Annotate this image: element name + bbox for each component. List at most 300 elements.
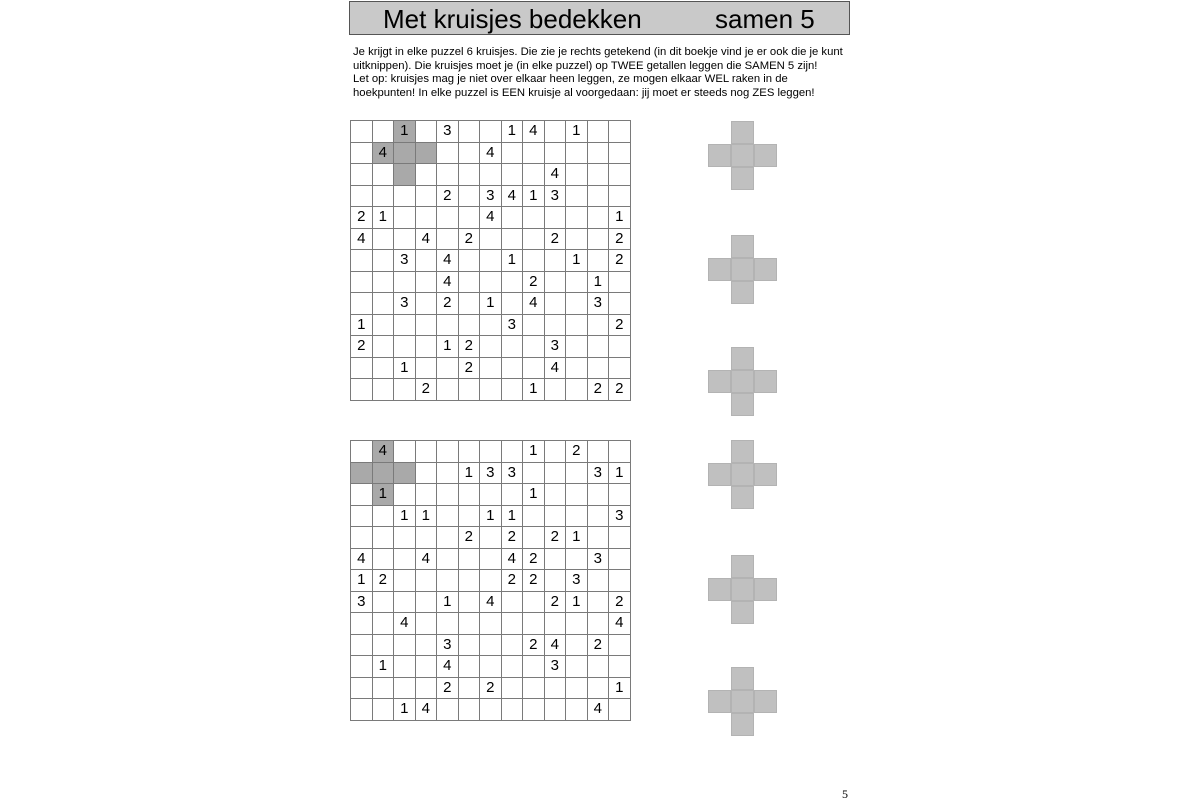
grid-cell[interactable]: 2 xyxy=(437,293,459,315)
grid-cell[interactable] xyxy=(437,357,459,379)
grid-cell[interactable] xyxy=(587,656,609,678)
grid-cell[interactable] xyxy=(501,441,523,463)
grid-cell[interactable] xyxy=(544,613,566,635)
grid-cell[interactable] xyxy=(587,207,609,229)
grid-cell[interactable] xyxy=(523,527,545,549)
grid-cell[interactable]: 1 xyxy=(523,185,545,207)
grid-cell[interactable]: 1 xyxy=(351,314,373,336)
grid-cell[interactable] xyxy=(501,379,523,401)
grid-cell[interactable] xyxy=(609,142,631,164)
grid-cell[interactable] xyxy=(587,336,609,358)
grid-cell[interactable] xyxy=(480,699,502,721)
grid-cell[interactable] xyxy=(566,548,588,570)
grid-cell[interactable]: 4 xyxy=(480,142,502,164)
grid-cell[interactable]: 3 xyxy=(480,462,502,484)
grid-cell[interactable] xyxy=(501,271,523,293)
grid-cell[interactable] xyxy=(480,271,502,293)
grid-cell[interactable]: 1 xyxy=(394,505,416,527)
grid-cell[interactable] xyxy=(351,441,373,463)
grid-cell[interactable] xyxy=(351,505,373,527)
grid-cell[interactable]: 3 xyxy=(501,462,523,484)
grid-cell[interactable]: 3 xyxy=(566,570,588,592)
grid-cell[interactable]: 2 xyxy=(458,228,480,250)
grid-cell[interactable] xyxy=(501,357,523,379)
grid-cell[interactable] xyxy=(523,591,545,613)
grid-cell[interactable] xyxy=(566,185,588,207)
grid-cell[interactable]: 3 xyxy=(587,548,609,570)
grid-cell[interactable] xyxy=(609,548,631,570)
grid-cell[interactable] xyxy=(609,634,631,656)
grid-cell[interactable]: 3 xyxy=(609,505,631,527)
grid-cell[interactable]: 3 xyxy=(544,185,566,207)
grid-cell[interactable] xyxy=(458,250,480,272)
grid-cell[interactable]: 1 xyxy=(566,121,588,143)
grid-cell[interactable] xyxy=(372,185,394,207)
grid-cell[interactable]: 1 xyxy=(566,591,588,613)
grid-cell[interactable]: 4 xyxy=(415,699,437,721)
grid-cell[interactable] xyxy=(523,142,545,164)
grid-cell[interactable]: 3 xyxy=(394,250,416,272)
grid-cell[interactable] xyxy=(609,336,631,358)
grid-cell[interactable] xyxy=(587,677,609,699)
grid-cell[interactable] xyxy=(501,656,523,678)
grid-cell[interactable]: 1 xyxy=(523,441,545,463)
grid-cell[interactable] xyxy=(394,379,416,401)
grid-cell[interactable] xyxy=(394,207,416,229)
grid-cell[interactable] xyxy=(458,121,480,143)
grid-cell[interactable] xyxy=(458,548,480,570)
grid-cell[interactable]: 1 xyxy=(372,656,394,678)
grid-cell[interactable] xyxy=(372,121,394,143)
grid-cell[interactable] xyxy=(415,462,437,484)
grid-cell[interactable] xyxy=(415,441,437,463)
grid-cell[interactable] xyxy=(587,250,609,272)
cross-piece[interactable] xyxy=(708,235,777,304)
grid-cell[interactable]: 1 xyxy=(394,699,416,721)
grid-cell[interactable]: 1 xyxy=(501,250,523,272)
grid-cell[interactable] xyxy=(372,462,394,484)
grid-cell[interactable] xyxy=(437,548,459,570)
grid-cell[interactable]: 1 xyxy=(501,505,523,527)
grid-cell[interactable] xyxy=(351,357,373,379)
grid-cell[interactable] xyxy=(501,228,523,250)
grid-cell[interactable] xyxy=(437,207,459,229)
grid-cell[interactable] xyxy=(609,293,631,315)
grid-cell[interactable] xyxy=(415,656,437,678)
grid-cell[interactable] xyxy=(501,677,523,699)
grid-cell[interactable] xyxy=(544,293,566,315)
grid-cell[interactable] xyxy=(394,462,416,484)
grid-cell[interactable]: 2 xyxy=(437,185,459,207)
grid-cell[interactable] xyxy=(566,336,588,358)
grid-cell[interactable] xyxy=(458,656,480,678)
grid-cell[interactable] xyxy=(587,228,609,250)
grid-cell[interactable] xyxy=(609,357,631,379)
grid-cell[interactable] xyxy=(415,634,437,656)
grid-cell[interactable] xyxy=(609,185,631,207)
grid-cell[interactable] xyxy=(544,314,566,336)
grid-cell[interactable]: 2 xyxy=(458,527,480,549)
grid-cell[interactable]: 4 xyxy=(415,548,437,570)
grid-cell[interactable] xyxy=(523,228,545,250)
grid-cell[interactable]: 1 xyxy=(372,207,394,229)
grid-cell[interactable]: 2 xyxy=(501,570,523,592)
grid-cell[interactable]: 2 xyxy=(501,527,523,549)
grid-cell[interactable]: 3 xyxy=(351,591,373,613)
grid-cell[interactable]: 2 xyxy=(609,314,631,336)
grid-cell[interactable] xyxy=(351,527,373,549)
grid-cell[interactable] xyxy=(480,527,502,549)
grid-cell[interactable]: 1 xyxy=(437,591,459,613)
grid-cell[interactable]: 2 xyxy=(566,441,588,463)
grid-cell[interactable] xyxy=(609,271,631,293)
grid-cell[interactable] xyxy=(587,441,609,463)
grid-cell[interactable] xyxy=(480,613,502,635)
grid-cell[interactable] xyxy=(587,484,609,506)
grid-cell[interactable] xyxy=(544,677,566,699)
grid-cell[interactable]: 1 xyxy=(458,462,480,484)
grid-cell[interactable] xyxy=(372,357,394,379)
grid-cell[interactable] xyxy=(415,613,437,635)
grid-cell[interactable] xyxy=(458,164,480,186)
grid-cell[interactable] xyxy=(480,250,502,272)
grid-cell[interactable] xyxy=(394,548,416,570)
grid-cell[interactable] xyxy=(351,484,373,506)
grid-cell[interactable] xyxy=(587,527,609,549)
grid-cell[interactable] xyxy=(458,505,480,527)
grid-cell[interactable] xyxy=(415,121,437,143)
grid-cell[interactable]: 1 xyxy=(372,484,394,506)
grid-cell[interactable] xyxy=(566,207,588,229)
grid-cell[interactable] xyxy=(609,484,631,506)
grid-cell[interactable]: 4 xyxy=(544,164,566,186)
grid-cell[interactable] xyxy=(437,441,459,463)
grid-cell[interactable] xyxy=(523,613,545,635)
grid-cell[interactable]: 4 xyxy=(437,250,459,272)
grid-cell[interactable] xyxy=(458,142,480,164)
grid-cell[interactable] xyxy=(480,121,502,143)
grid-cell[interactable]: 3 xyxy=(501,314,523,336)
cross-piece[interactable] xyxy=(708,667,777,736)
grid-cell[interactable] xyxy=(394,527,416,549)
grid-cell[interactable] xyxy=(566,484,588,506)
grid-cell[interactable] xyxy=(480,570,502,592)
grid-cell[interactable] xyxy=(544,121,566,143)
grid-cell[interactable]: 2 xyxy=(523,634,545,656)
grid-cell[interactable] xyxy=(458,484,480,506)
grid-cell[interactable] xyxy=(566,271,588,293)
grid-cell[interactable] xyxy=(458,441,480,463)
grid-cell[interactable] xyxy=(587,570,609,592)
grid-cell[interactable] xyxy=(351,250,373,272)
grid-cell[interactable] xyxy=(415,677,437,699)
grid-cell[interactable]: 3 xyxy=(480,185,502,207)
grid-cell[interactable]: 1 xyxy=(501,121,523,143)
grid-cell[interactable]: 2 xyxy=(609,250,631,272)
grid-cell[interactable] xyxy=(501,293,523,315)
grid-cell[interactable] xyxy=(394,591,416,613)
grid-cell[interactable] xyxy=(351,293,373,315)
grid-cell[interactable]: 2 xyxy=(523,271,545,293)
grid-cell[interactable] xyxy=(523,677,545,699)
grid-cell[interactable] xyxy=(351,656,373,678)
grid-cell[interactable] xyxy=(544,462,566,484)
grid-cell[interactable] xyxy=(480,357,502,379)
grid-cell[interactable] xyxy=(544,207,566,229)
grid-cell[interactable] xyxy=(566,142,588,164)
grid-cell[interactable] xyxy=(458,293,480,315)
grid-cell[interactable]: 4 xyxy=(587,699,609,721)
grid-cell[interactable] xyxy=(394,570,416,592)
grid-cell[interactable] xyxy=(501,164,523,186)
grid-cell[interactable] xyxy=(372,164,394,186)
grid-cell[interactable] xyxy=(437,462,459,484)
grid-cell[interactable]: 2 xyxy=(609,379,631,401)
grid-cell[interactable] xyxy=(523,656,545,678)
grid-cell[interactable] xyxy=(566,314,588,336)
grid-cell[interactable] xyxy=(415,185,437,207)
grid-cell[interactable]: 1 xyxy=(609,677,631,699)
grid-cell[interactable] xyxy=(587,185,609,207)
grid-cell[interactable] xyxy=(566,293,588,315)
grid-cell[interactable]: 2 xyxy=(609,591,631,613)
grid-cell[interactable]: 2 xyxy=(523,548,545,570)
grid-cell[interactable] xyxy=(372,336,394,358)
grid-cell[interactable]: 3 xyxy=(544,656,566,678)
grid-cell[interactable] xyxy=(480,656,502,678)
grid-cell[interactable] xyxy=(394,484,416,506)
grid-cell[interactable] xyxy=(458,314,480,336)
grid-cell[interactable] xyxy=(480,379,502,401)
grid-cell[interactable] xyxy=(501,484,523,506)
grid-cell[interactable] xyxy=(415,271,437,293)
grid-cell[interactable] xyxy=(544,142,566,164)
grid-cell[interactable] xyxy=(587,314,609,336)
grid-cell[interactable] xyxy=(609,527,631,549)
grid-cell[interactable]: 4 xyxy=(372,142,394,164)
grid-cell[interactable] xyxy=(458,570,480,592)
grid-cell[interactable] xyxy=(544,548,566,570)
cross-piece[interactable] xyxy=(708,440,777,509)
grid-cell[interactable] xyxy=(415,591,437,613)
grid-cell[interactable] xyxy=(415,142,437,164)
grid-cell[interactable]: 1 xyxy=(437,336,459,358)
grid-cell[interactable]: 3 xyxy=(587,462,609,484)
grid-cell[interactable]: 1 xyxy=(609,207,631,229)
grid-cell[interactable] xyxy=(480,228,502,250)
grid-cell[interactable]: 1 xyxy=(394,121,416,143)
grid-cell[interactable]: 4 xyxy=(501,548,523,570)
grid-cell[interactable]: 4 xyxy=(609,613,631,635)
grid-cell[interactable] xyxy=(609,121,631,143)
grid-cell[interactable]: 3 xyxy=(437,634,459,656)
grid-cell[interactable] xyxy=(351,634,373,656)
grid-cell[interactable] xyxy=(372,271,394,293)
grid-cell[interactable] xyxy=(501,591,523,613)
grid-cell[interactable] xyxy=(566,357,588,379)
grid-cell[interactable] xyxy=(523,505,545,527)
grid-cell[interactable] xyxy=(501,613,523,635)
grid-cell[interactable] xyxy=(587,613,609,635)
grid-cell[interactable] xyxy=(609,164,631,186)
grid-cell[interactable] xyxy=(458,677,480,699)
grid-cell[interactable]: 2 xyxy=(544,591,566,613)
grid-cell[interactable] xyxy=(544,505,566,527)
grid-cell[interactable] xyxy=(372,634,394,656)
grid-cell[interactable] xyxy=(566,613,588,635)
grid-cell[interactable]: 4 xyxy=(351,548,373,570)
grid-cell[interactable]: 1 xyxy=(351,570,373,592)
grid-cell[interactable] xyxy=(394,142,416,164)
grid-cell[interactable] xyxy=(566,228,588,250)
grid-cell[interactable] xyxy=(351,462,373,484)
grid-cell[interactable] xyxy=(587,591,609,613)
grid-cell[interactable] xyxy=(458,185,480,207)
grid-cell[interactable] xyxy=(437,570,459,592)
cross-piece[interactable] xyxy=(708,121,777,190)
grid-cell[interactable]: 4 xyxy=(394,613,416,635)
grid-cell[interactable] xyxy=(437,505,459,527)
grid-cell[interactable] xyxy=(372,314,394,336)
grid-cell[interactable] xyxy=(523,314,545,336)
grid-cell[interactable] xyxy=(437,527,459,549)
grid-cell[interactable]: 4 xyxy=(523,121,545,143)
grid-cell[interactable] xyxy=(372,613,394,635)
grid-cell[interactable] xyxy=(394,336,416,358)
grid-cell[interactable]: 4 xyxy=(544,634,566,656)
grid-cell[interactable]: 3 xyxy=(544,336,566,358)
grid-cell[interactable] xyxy=(480,164,502,186)
grid-cell[interactable] xyxy=(458,207,480,229)
grid-cell[interactable] xyxy=(394,185,416,207)
grid-cell[interactable] xyxy=(437,314,459,336)
grid-cell[interactable]: 2 xyxy=(544,228,566,250)
grid-cell[interactable] xyxy=(566,164,588,186)
grid-cell[interactable]: 1 xyxy=(523,484,545,506)
grid-cell[interactable] xyxy=(351,699,373,721)
grid-cell[interactable] xyxy=(458,379,480,401)
grid-cell[interactable] xyxy=(415,207,437,229)
grid-cell[interactable] xyxy=(394,656,416,678)
grid-cell[interactable] xyxy=(501,699,523,721)
grid-cell[interactable]: 2 xyxy=(437,677,459,699)
grid-cell[interactable]: 1 xyxy=(480,505,502,527)
grid-cell[interactable]: 1 xyxy=(587,271,609,293)
grid-cell[interactable] xyxy=(587,142,609,164)
grid-cell[interactable]: 1 xyxy=(394,357,416,379)
grid-cell[interactable]: 1 xyxy=(609,462,631,484)
grid-cell[interactable]: 2 xyxy=(351,336,373,358)
grid-cell[interactable] xyxy=(415,164,437,186)
grid-cell[interactable] xyxy=(415,570,437,592)
grid-cell[interactable] xyxy=(609,441,631,463)
cross-piece[interactable] xyxy=(708,347,777,416)
grid-cell[interactable] xyxy=(437,484,459,506)
grid-cell[interactable]: 4 xyxy=(437,271,459,293)
grid-cell[interactable]: 2 xyxy=(415,379,437,401)
grid-cell[interactable] xyxy=(480,548,502,570)
grid-cell[interactable] xyxy=(523,336,545,358)
grid-cell[interactable] xyxy=(587,505,609,527)
grid-cell[interactable] xyxy=(566,656,588,678)
grid-cell[interactable] xyxy=(458,634,480,656)
grid-cell[interactable]: 1 xyxy=(566,250,588,272)
grid-cell[interactable]: 2 xyxy=(480,677,502,699)
grid-cell[interactable] xyxy=(544,441,566,463)
grid-cell[interactable] xyxy=(372,505,394,527)
grid-cell[interactable] xyxy=(501,207,523,229)
grid-cell[interactable] xyxy=(544,250,566,272)
grid-cell[interactable] xyxy=(394,677,416,699)
grid-cell[interactable] xyxy=(372,250,394,272)
grid-cell[interactable] xyxy=(480,441,502,463)
grid-cell[interactable] xyxy=(544,699,566,721)
grid-cell[interactable]: 2 xyxy=(587,379,609,401)
grid-cell[interactable] xyxy=(458,699,480,721)
grid-cell[interactable] xyxy=(523,164,545,186)
grid-cell[interactable] xyxy=(566,379,588,401)
grid-cell[interactable]: 4 xyxy=(544,357,566,379)
grid-cell[interactable]: 4 xyxy=(351,228,373,250)
grid-cell[interactable] xyxy=(394,228,416,250)
grid-cell[interactable]: 2 xyxy=(458,336,480,358)
grid-cell[interactable] xyxy=(351,271,373,293)
grid-cell[interactable] xyxy=(587,357,609,379)
grid-cell[interactable] xyxy=(372,677,394,699)
grid-cell[interactable]: 1 xyxy=(480,293,502,315)
grid-cell[interactable] xyxy=(394,441,416,463)
grid-cell[interactable] xyxy=(415,314,437,336)
grid-cell[interactable] xyxy=(544,570,566,592)
grid-cell[interactable] xyxy=(415,336,437,358)
grid-cell[interactable] xyxy=(458,271,480,293)
grid-cell[interactable] xyxy=(480,314,502,336)
grid-cell[interactable]: 2 xyxy=(587,634,609,656)
grid-cell[interactable] xyxy=(523,699,545,721)
grid-cell[interactable]: 4 xyxy=(480,207,502,229)
grid-cell[interactable] xyxy=(372,228,394,250)
grid-cell[interactable] xyxy=(566,505,588,527)
grid-cell[interactable] xyxy=(415,293,437,315)
grid-cell[interactable]: 2 xyxy=(351,207,373,229)
grid-cell[interactable] xyxy=(587,121,609,143)
grid-cell[interactable]: 2 xyxy=(544,527,566,549)
grid-cell[interactable] xyxy=(437,699,459,721)
grid-cell[interactable]: 3 xyxy=(394,293,416,315)
grid-cell[interactable] xyxy=(501,336,523,358)
grid-cell[interactable] xyxy=(437,142,459,164)
grid-cell[interactable] xyxy=(437,613,459,635)
grid-cell[interactable] xyxy=(372,548,394,570)
grid-cell[interactable] xyxy=(372,379,394,401)
grid-cell[interactable] xyxy=(437,228,459,250)
grid-cell[interactable] xyxy=(351,142,373,164)
grid-cell[interactable] xyxy=(372,699,394,721)
grid-cell[interactable] xyxy=(394,314,416,336)
grid-cell[interactable] xyxy=(480,634,502,656)
grid-cell[interactable] xyxy=(587,164,609,186)
grid-cell[interactable] xyxy=(523,207,545,229)
grid-cell[interactable]: 3 xyxy=(437,121,459,143)
grid-cell[interactable]: 3 xyxy=(587,293,609,315)
grid-cell[interactable] xyxy=(480,336,502,358)
grid-cell[interactable] xyxy=(415,527,437,549)
grid-cell[interactable] xyxy=(501,634,523,656)
grid-cell[interactable]: 4 xyxy=(523,293,545,315)
grid-cell[interactable] xyxy=(544,379,566,401)
grid-cell[interactable] xyxy=(351,164,373,186)
grid-cell[interactable] xyxy=(437,164,459,186)
